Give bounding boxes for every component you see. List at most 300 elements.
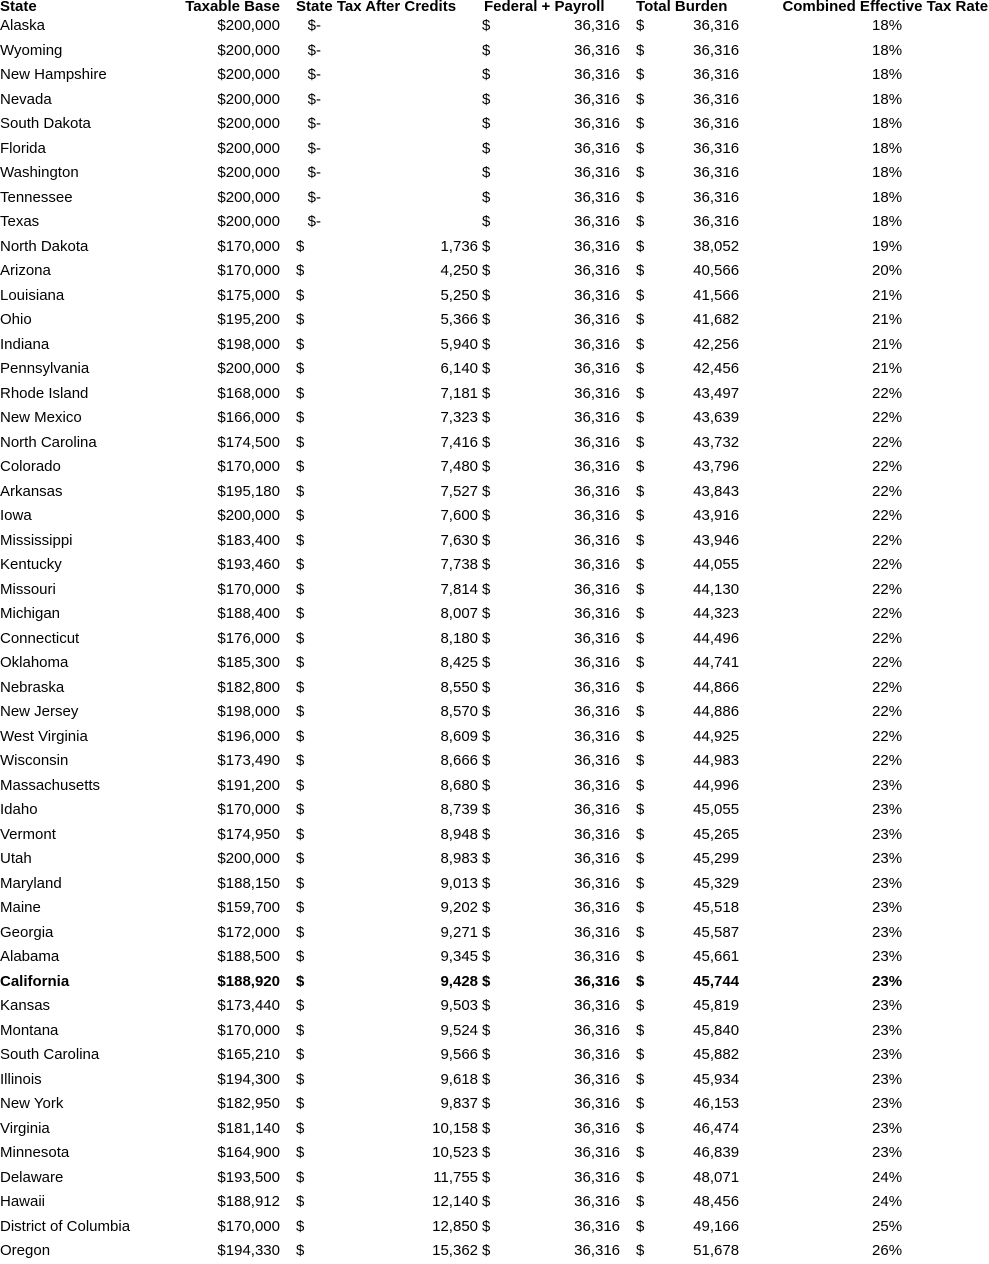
cell-taxable-base: $173,440 — [217, 997, 280, 1014]
cell-total-currency: $ — [636, 139, 645, 157]
cell-state: Iowa — [0, 507, 32, 524]
cell-state: Missouri — [0, 580, 56, 598]
cell-federal-payroll: 36,316 — [574, 384, 621, 402]
cell-state-tax: 9,428 — [440, 972, 479, 990]
cell-gap — [280, 259, 296, 284]
cell-gap — [620, 553, 636, 578]
cell-state-tax: 1,736 — [440, 237, 479, 255]
cell-federal-payroll: 36,316 — [574, 433, 621, 451]
cell-taxable-base: $170,000 — [217, 237, 280, 255]
cell-federal-payroll: 36,316 — [574, 727, 621, 745]
cell-gap — [280, 161, 296, 186]
cell-state-tax: 12,140 — [432, 1193, 479, 1210]
cell-total-burden: 44,323 — [693, 605, 740, 622]
cell-taxable-base: $200,000 — [217, 115, 280, 132]
cell-state-tax-currency: $ — [307, 41, 316, 59]
cell-gap — [620, 210, 636, 235]
cell-total-currency: $ — [636, 605, 645, 622]
cell-gap — [620, 823, 636, 848]
cell-total-currency: $ — [636, 90, 645, 108]
cell-federal-payroll: 36,316 — [574, 482, 621, 500]
cell-federal-payroll: 36,316 — [574, 899, 621, 916]
cell-taxable-base: $188,150 — [217, 874, 280, 892]
cell-state: Alabama — [0, 948, 60, 965]
cell-federal-currency: $ — [482, 482, 491, 500]
cell-state-tax-currency: $ — [307, 17, 316, 34]
cell-federal-currency: $ — [482, 1193, 491, 1210]
cell-state: Louisiana — [0, 286, 65, 304]
table-row — [0, 970, 989, 995]
cell-federal-currency: $ — [482, 237, 491, 255]
cell-federal-payroll: 36,316 — [574, 850, 621, 867]
cell-gap — [620, 872, 636, 897]
cell-taxable-base: $175,000 — [217, 286, 280, 304]
header-state: State — [0, 0, 37, 14]
cell-state-tax-currency: $ — [296, 335, 305, 353]
cell-combined-rate: 23% — [872, 1119, 903, 1137]
cell-total-burden: 46,839 — [693, 1144, 740, 1161]
cell-gap — [620, 1092, 636, 1117]
cell-gap — [620, 749, 636, 774]
cell-federal-payroll: 36,316 — [574, 1119, 621, 1137]
cell-taxable-base: $170,000 — [217, 1217, 280, 1235]
cell-total-burden: 41,682 — [693, 311, 740, 328]
cell-gap — [280, 186, 296, 211]
table-row — [0, 14, 989, 39]
cell-total-currency: $ — [636, 66, 645, 83]
cell-federal-currency: $ — [482, 825, 491, 843]
cell-taxable-base: $188,920 — [217, 972, 280, 990]
table-row — [0, 431, 989, 456]
cell-federal-payroll: 36,316 — [574, 1193, 621, 1210]
cell-gap — [280, 39, 296, 64]
cell-gap — [280, 1239, 296, 1264]
cell-gap — [620, 1239, 636, 1264]
cell-total-currency: $ — [636, 237, 645, 255]
table-row — [0, 112, 989, 137]
cell-combined-rate: 22% — [872, 531, 903, 549]
cell-federal-payroll: 36,316 — [574, 164, 621, 181]
cell-gap — [280, 63, 296, 88]
cell-total-currency: $ — [636, 874, 645, 892]
cell-state-tax-currency: $ — [296, 825, 305, 843]
cell-total-burden: 44,496 — [693, 629, 740, 647]
cell-state-tax-currency: $ — [307, 213, 316, 230]
cell-gap — [280, 308, 296, 333]
cell-state-tax: - — [316, 188, 321, 206]
cell-state-tax-currency: $ — [296, 923, 305, 941]
cell-gap — [620, 847, 636, 872]
cell-state: Idaho — [0, 801, 38, 818]
cell-state-tax: - — [316, 213, 321, 230]
cell-gap — [280, 235, 296, 260]
cell-taxable-base: $200,000 — [217, 66, 280, 83]
cell-federal-currency: $ — [482, 139, 491, 157]
cell-combined-rate: 23% — [872, 923, 903, 941]
cell-gap — [620, 137, 636, 162]
cell-gap — [620, 235, 636, 260]
cell-taxable-base: $200,000 — [217, 164, 280, 181]
cell-combined-rate: 22% — [872, 727, 903, 745]
cell-gap — [620, 357, 636, 382]
table-row — [0, 406, 989, 431]
cell-federal-currency: $ — [482, 164, 491, 181]
cell-federal-payroll: 36,316 — [574, 41, 621, 59]
table-row — [0, 235, 989, 260]
cell-state: Oklahoma — [0, 654, 69, 671]
cell-federal-payroll: 36,316 — [574, 286, 621, 304]
cell-gap — [280, 1190, 296, 1215]
cell-federal-currency: $ — [482, 90, 491, 108]
cell-combined-rate: 24% — [872, 1193, 903, 1210]
cell-state-tax-currency: $ — [296, 262, 305, 279]
table-row — [0, 578, 989, 603]
cell-state: New Mexico — [0, 409, 82, 426]
cell-gap — [620, 112, 636, 137]
cell-combined-rate: 22% — [872, 384, 903, 402]
cell-gap — [620, 431, 636, 456]
cell-total-currency: $ — [636, 997, 645, 1014]
cell-gap — [620, 700, 636, 725]
cell-federal-payroll: 36,316 — [574, 703, 621, 720]
cell-combined-rate: 23% — [872, 997, 903, 1014]
cell-state: Mississippi — [0, 531, 73, 549]
cell-combined-rate: 23% — [872, 972, 903, 990]
cell-taxable-base: $194,330 — [217, 1242, 280, 1259]
cell-gap — [620, 602, 636, 627]
cell-state: Nevada — [0, 90, 52, 108]
cell-gap — [620, 1141, 636, 1166]
cell-federal-currency: $ — [482, 384, 491, 402]
cell-federal-payroll: 36,316 — [574, 801, 621, 818]
cell-combined-rate: 20% — [872, 262, 903, 279]
cell-combined-rate: 21% — [872, 360, 903, 377]
cell-gap — [280, 725, 296, 750]
cell-gap — [620, 161, 636, 186]
cell-state-tax: - — [316, 115, 321, 132]
cell-combined-rate: 22% — [872, 482, 903, 500]
cell-state: Minnesota — [0, 1144, 70, 1161]
cell-state-tax: 6,140 — [440, 360, 479, 377]
cell-state-tax: - — [316, 66, 321, 83]
cell-gap — [280, 970, 296, 995]
cell-taxable-base: $170,000 — [217, 801, 280, 818]
cell-gap — [280, 1117, 296, 1142]
cell-federal-currency: $ — [482, 1046, 491, 1063]
table-body — [0, 14, 989, 1264]
cell-taxable-base: $176,000 — [217, 629, 280, 647]
cell-state-tax: 7,416 — [440, 433, 479, 451]
cell-gap — [280, 14, 296, 39]
cell-state-tax-currency: $ — [296, 972, 305, 990]
table-row — [0, 186, 989, 211]
table-row — [0, 1019, 989, 1044]
cell-gap — [280, 627, 296, 652]
cell-federal-currency: $ — [482, 433, 491, 451]
cell-federal-payroll: 36,316 — [574, 1168, 621, 1186]
cell-gap — [280, 88, 296, 113]
cell-gap — [280, 1215, 296, 1240]
cell-taxable-base: $182,800 — [217, 678, 280, 696]
cell-state-tax-currency: $ — [296, 384, 305, 402]
cell-total-currency: $ — [636, 1193, 645, 1210]
cell-taxable-base: $182,950 — [217, 1095, 280, 1112]
cell-total-burden: 49,166 — [693, 1217, 740, 1235]
cell-gap — [280, 1043, 296, 1068]
cell-state: New Hampshire — [0, 66, 107, 83]
cell-federal-payroll: 36,316 — [574, 458, 621, 475]
cell-state-tax: 7,600 — [440, 507, 479, 524]
cell-gap — [620, 382, 636, 407]
cell-taxable-base: $174,500 — [217, 433, 280, 451]
cell-state-tax: 8,570 — [440, 703, 479, 720]
cell-federal-payroll: 36,316 — [574, 90, 621, 108]
cell-combined-rate: 18% — [872, 115, 903, 132]
table-row — [0, 823, 989, 848]
table-row — [0, 382, 989, 407]
cell-federal-payroll: 36,316 — [574, 629, 621, 647]
cell-federal-currency: $ — [482, 335, 491, 353]
cell-federal-payroll: 36,316 — [574, 874, 621, 892]
header-state-tax: State Tax After Credits — [296, 0, 457, 14]
cell-state: West Virginia — [0, 727, 88, 745]
cell-gap — [620, 676, 636, 701]
cell-total-burden: 44,055 — [693, 556, 740, 573]
cell-combined-rate: 22% — [872, 678, 903, 696]
cell-state-tax-currency: $ — [296, 433, 305, 451]
cell-federal-currency: $ — [482, 262, 491, 279]
cell-state: Colorado — [0, 458, 61, 475]
table-row — [0, 161, 989, 186]
cell-state-tax-currency: $ — [296, 1095, 305, 1112]
cell-taxable-base: $200,000 — [217, 360, 280, 377]
cell-combined-rate: 23% — [872, 850, 903, 867]
cell-federal-payroll: 36,316 — [574, 115, 621, 132]
cell-combined-rate: 18% — [872, 41, 903, 59]
cell-federal-currency: $ — [482, 1144, 491, 1161]
cell-gap — [620, 921, 636, 946]
cell-gap — [280, 529, 296, 554]
cell-state: Oregon — [0, 1242, 51, 1259]
cell-taxable-base: $170,000 — [217, 580, 280, 598]
cell-state: Hawaii — [0, 1193, 46, 1210]
table-row — [0, 455, 989, 480]
cell-total-currency: $ — [636, 507, 645, 524]
cell-gap — [620, 14, 636, 39]
cell-federal-currency: $ — [482, 948, 491, 965]
cell-gap — [620, 578, 636, 603]
cell-state-tax: 5,366 — [440, 311, 479, 328]
cell-total-currency: $ — [636, 1217, 645, 1235]
cell-taxable-base: $193,500 — [217, 1168, 280, 1186]
cell-state-tax: 8,948 — [440, 825, 479, 843]
cell-total-currency: $ — [636, 115, 645, 132]
cell-total-burden: 44,866 — [693, 678, 740, 696]
cell-state-tax-currency: $ — [296, 605, 305, 622]
cell-state-tax-currency: $ — [296, 703, 305, 720]
cell-total-burden: 43,639 — [693, 409, 740, 426]
cell-combined-rate: 22% — [872, 458, 903, 475]
cell-total-burden: 43,946 — [693, 531, 740, 549]
cell-taxable-base: $194,300 — [217, 1070, 280, 1088]
cell-federal-currency: $ — [482, 213, 491, 230]
table-row — [0, 1190, 989, 1215]
cell-gap — [280, 602, 296, 627]
cell-federal-payroll: 36,316 — [574, 825, 621, 843]
cell-taxable-base: $168,000 — [217, 384, 280, 402]
cell-state-tax-currency: $ — [296, 727, 305, 745]
cell-federal-currency: $ — [482, 801, 491, 818]
cell-state-tax: - — [316, 90, 321, 108]
cell-federal-currency: $ — [482, 409, 491, 426]
cell-taxable-base: $174,950 — [217, 825, 280, 843]
cell-federal-currency: $ — [482, 311, 491, 328]
cell-state-tax-currency: $ — [296, 360, 305, 377]
cell-taxable-base: $188,400 — [217, 605, 280, 622]
cell-gap — [620, 455, 636, 480]
cell-state-tax: 5,940 — [440, 335, 479, 353]
cell-gap — [280, 455, 296, 480]
cell-federal-payroll: 36,316 — [574, 654, 621, 671]
cell-total-currency: $ — [636, 1119, 645, 1137]
cell-total-burden: 36,316 — [693, 115, 740, 132]
cell-federal-payroll: 36,316 — [574, 1242, 621, 1259]
cell-total-currency: $ — [636, 776, 645, 794]
cell-gap — [620, 945, 636, 970]
table-row — [0, 700, 989, 725]
cell-total-currency: $ — [636, 972, 645, 990]
cell-gap — [280, 480, 296, 505]
cell-state: North Dakota — [0, 237, 89, 255]
cell-state: Indiana — [0, 335, 50, 353]
cell-taxable-base: $200,000 — [217, 41, 280, 59]
cell-total-currency: $ — [636, 311, 645, 328]
cell-state-tax: - — [316, 17, 321, 34]
cell-total-burden: 45,518 — [693, 899, 740, 916]
cell-total-burden: 51,678 — [693, 1242, 740, 1259]
cell-total-burden: 43,916 — [693, 507, 740, 524]
cell-taxable-base: $200,000 — [217, 850, 280, 867]
cell-combined-rate: 23% — [872, 1095, 903, 1112]
cell-gap — [280, 578, 296, 603]
cell-total-currency: $ — [636, 433, 645, 451]
cell-taxable-base: $170,000 — [217, 458, 280, 475]
cell-federal-payroll: 36,316 — [574, 531, 621, 549]
cell-state-tax-currency: $ — [296, 752, 305, 769]
cell-federal-payroll: 36,316 — [574, 1095, 621, 1112]
cell-federal-payroll: 36,316 — [574, 507, 621, 524]
cell-gap — [280, 651, 296, 676]
cell-state-tax: - — [316, 164, 321, 181]
cell-total-currency: $ — [636, 384, 645, 402]
cell-state-tax: 7,814 — [440, 580, 479, 598]
cell-gap — [620, 627, 636, 652]
cell-gap — [280, 749, 296, 774]
cell-total-burden: 45,587 — [693, 923, 740, 941]
cell-combined-rate: 25% — [872, 1217, 903, 1235]
cell-federal-currency: $ — [482, 654, 491, 671]
cell-total-burden: 45,840 — [693, 1021, 740, 1039]
cell-state-tax-currency: $ — [296, 1168, 305, 1186]
cell-state-tax: 15,362 — [432, 1242, 479, 1259]
cell-total-burden: 38,052 — [693, 237, 740, 255]
table-row — [0, 1117, 989, 1142]
cell-federal-payroll: 36,316 — [574, 997, 621, 1014]
cell-federal-payroll: 36,316 — [574, 752, 621, 769]
cell-state-tax: 8,007 — [440, 605, 479, 622]
cell-total-burden: 43,732 — [693, 433, 740, 451]
cell-state: Arizona — [0, 262, 51, 279]
cell-state-tax-currency: $ — [296, 874, 305, 892]
cell-gap — [620, 1166, 636, 1191]
cell-total-burden: 42,256 — [693, 335, 740, 353]
table-row — [0, 529, 989, 554]
cell-total-currency: $ — [636, 923, 645, 941]
cell-combined-rate: 21% — [872, 335, 903, 353]
cell-state-tax: 8,550 — [440, 678, 479, 696]
cell-state: District of Columbia — [0, 1217, 131, 1235]
cell-total-currency: $ — [636, 286, 645, 304]
cell-combined-rate: 23% — [872, 776, 903, 794]
cell-combined-rate: 23% — [872, 1070, 903, 1088]
table-row — [0, 1092, 989, 1117]
cell-gap — [280, 1166, 296, 1191]
cell-federal-payroll: 36,316 — [574, 1021, 621, 1039]
cell-federal-currency: $ — [482, 360, 491, 377]
cell-state-tax: - — [316, 139, 321, 157]
cell-total-burden: 44,983 — [693, 752, 740, 769]
cell-federal-payroll: 36,316 — [574, 678, 621, 696]
cell-federal-currency: $ — [482, 1070, 491, 1088]
cell-state-tax-currency: $ — [307, 90, 316, 108]
cell-gap — [620, 63, 636, 88]
cell-state: California — [0, 972, 70, 990]
cell-total-currency: $ — [636, 654, 645, 671]
cell-federal-payroll: 36,316 — [574, 948, 621, 965]
table-row — [0, 284, 989, 309]
table-row — [0, 676, 989, 701]
header-row — [0, 0, 989, 14]
cell-gap — [620, 798, 636, 823]
cell-taxable-base: $188,500 — [217, 948, 280, 965]
cell-state: Ohio — [0, 311, 32, 328]
cell-state: Utah — [0, 850, 32, 867]
cell-total-burden: 45,661 — [693, 948, 740, 965]
cell-state: Wisconsin — [0, 752, 69, 769]
cell-total-burden: 46,474 — [693, 1119, 740, 1137]
cell-combined-rate: 23% — [872, 825, 903, 843]
cell-total-burden: 42,456 — [693, 360, 740, 377]
cell-total-burden: 43,796 — [693, 458, 740, 475]
cell-state-tax-currency: $ — [296, 899, 305, 916]
cell-state-tax: 5,250 — [440, 286, 479, 304]
cell-gap — [280, 994, 296, 1019]
cell-federal-currency: $ — [482, 556, 491, 573]
cell-total-currency: $ — [636, 727, 645, 745]
cell-state-tax-currency: $ — [296, 801, 305, 818]
cell-federal-currency: $ — [482, 1168, 491, 1186]
cell-taxable-base: $191,200 — [217, 776, 280, 794]
table-row — [0, 627, 989, 652]
cell-gap — [280, 382, 296, 407]
cell-state: Kansas — [0, 997, 51, 1014]
cell-state-tax: 7,181 — [440, 384, 479, 402]
header-combined-rate: Combined Effective Tax Rate — [782, 0, 989, 14]
table-row — [0, 1215, 989, 1240]
cell-state: Delaware — [0, 1168, 64, 1186]
cell-state-tax: 7,480 — [440, 458, 479, 475]
cell-state-tax: 12,850 — [432, 1217, 479, 1235]
